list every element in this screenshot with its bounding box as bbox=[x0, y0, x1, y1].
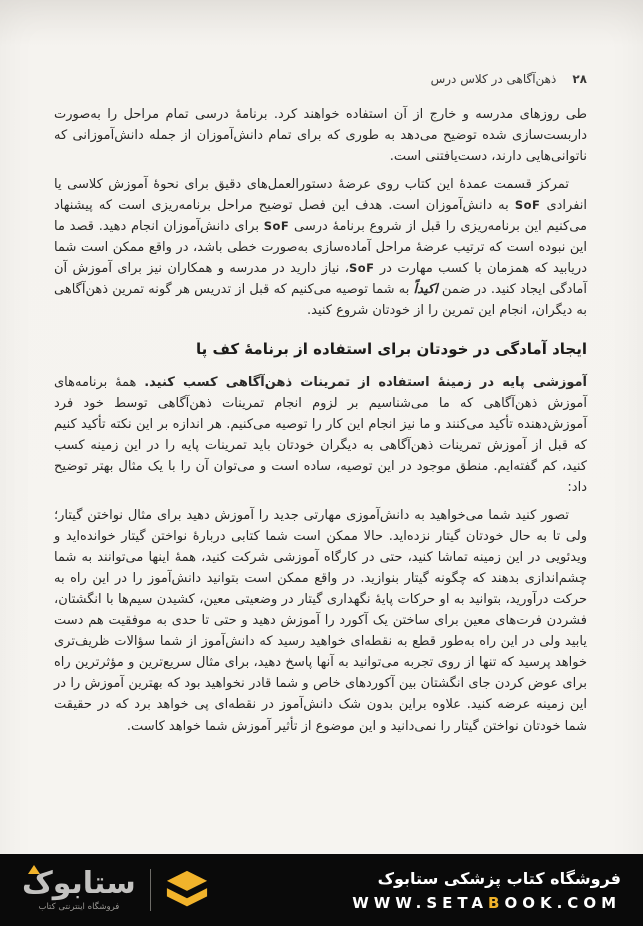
body-paragraph: تمرکز قسمت عمدهٔ این کتاب روی عرضهٔ دستورالعمل‌های دقیق برای نحوهٔ آموزش کلاسی یا انفرادی SoF به دانش‌آموزان است. هدف این فصل توضیح مراحل برنامه‌ریزی است که پیشنهاد می‌کنیم این برنامه‌ریزی را قبل از شروع برنامهٔ درسی SoF برای دانش‌آموزان انجام دهید. قصد ما این نبوده است که ترتیب عرضهٔ مراحل آماده‌سازی به‌صورت خطی باشد، در واقع ممکن است شما دریابید که همزمان با کسب مهارت در SoF، نیاز دارید در مدرسه و همکاران نیز برای آموزش آن آمادگی ایجاد کنید. در ضمن اکیداً به شما توصیه می‌کنیم که قبل از تدریس هر گونه تمرین ذهن‌آگاهی به دیگران، انجام این تمرین را از خودتان شروع کنید. bbox=[54, 177, 588, 319]
page-header bbox=[54, 72, 587, 86]
website-prefix: WWW.SETA bbox=[352, 893, 489, 912]
body-paragraph: طی روزهای مدرسه و خارج از آن استفاده خواهند کرد. برنامهٔ درسی تمام مراحل را به‌صورت داربست‌سازی شده توضیح می‌دهد به طوری که برای تمام دانش‌آموزان از جمله دانش‌آموزانی که ناتوانی‌هایی دارند، دست‌یافتنی است. bbox=[54, 107, 587, 165]
page-number: ۲۸ bbox=[572, 72, 587, 86]
footer-store-info bbox=[352, 869, 621, 912]
setabook-book-icon bbox=[165, 869, 209, 911]
logo-wordmark: ستابوک bbox=[22, 865, 136, 901]
website-url bbox=[352, 894, 621, 912]
website-accent-letter: B bbox=[488, 893, 505, 912]
logo-subtitle: فروشگاه اینترنتی کتاب bbox=[38, 901, 120, 912]
section-heading: ایجاد آمادگی در خودتان برای استفاده از برنامهٔ کف پا bbox=[196, 340, 587, 359]
logo-wordmark-block bbox=[22, 865, 136, 912]
logo-accent-triangle bbox=[28, 865, 40, 874]
setabook-logo bbox=[22, 865, 209, 912]
body-paragraph: تصور کنید شما می‌خواهید به دانش‌آموزی مهارتی جدید را آموزش دهید برای مثال نواختن گیتار؛ ولی تا به حال خودتان گیتار نزده‌اید. حالا ممکن است شما کتابی دربارهٔ نواختن گیتار خوانده‌اید و ویدئویی در این زمینه تماشا کنید، حتی در کارگاه آموزشی شرکت کنید، همهٔ اینها می‌توانند به شما چشم‌اندازی بدهند که چگونه گیتار بنوازید. در واقع ممکن است بتوانید دانش‌آموز را در این راه به حرکت درآورید، بتوانید به او حرکات پایهٔ نگهداری گیتار در وضعیتی معین، کشیدن سیم‌ها با انگشتان، فشردن فرت‌های معین برای ساختن یک آکورد را آموزش دهید و حتی تا حدی به موفقیت هم دست یابید ولی در این راه به‌طور قطع به نقطه‌ای خواهید رسید که دانش‌آموز از شما سؤالات ظریف‌تری خواهد پرسید که تنها از روی تجربه می‌توانید به آنها پاسخ دهید، برای مثال سریع‌ترین و مؤثرترین راه برای عوض کردن جای انگشتان بین آکوردهای خاص و شما قادر نخواهید بود که بهترین آموزش را در این زمینه عرضه کنید. علاوه براین بدون شک دانش‌آموز در نقطه‌ای پی خواهد برد که در حقیقت شما خودتان نواختن گیتار را نمی‌دانید و این موضوع از تأثیر آموزش شما خواهد کاست. bbox=[54, 508, 587, 734]
store-title: فروشگاه کتاب پزشکی ستابوک bbox=[377, 868, 621, 888]
running-title: ذهن‌آگاهی در کلاس درس bbox=[430, 72, 557, 86]
website-suffix: OOK.COM bbox=[504, 893, 621, 912]
body-paragraph: آموزشی پایه در زمینهٔ استفاده از تمرینات ذهن‌آگاهی کسب کنید. همهٔ برنامه‌های آموزش ذهن‌آگاهی که ما می‌شناسیم بر لزوم انجام تمرینات ذهن‌آگاهی توسط خود فرد آموزش‌دهنده تأکید می‌کنند و ما نیز انجام این کار را توصیه می‌کنیم. هر اندازه بر این نکته تأکید کنیم که قبل از آموزش تمرینات ذهن‌آگاهی به دیگران خودتان باید تمرینات پایه را در این زمینه کسب کنید، کم گفته‌ایم. منطق موجود در این توصیه، ساده است و می‌توان آن را با یک مثال بهتر توضیح داد: bbox=[54, 374, 587, 495]
page-body bbox=[54, 104, 587, 737]
footer-banner bbox=[0, 854, 643, 926]
logo-divider bbox=[150, 869, 151, 911]
